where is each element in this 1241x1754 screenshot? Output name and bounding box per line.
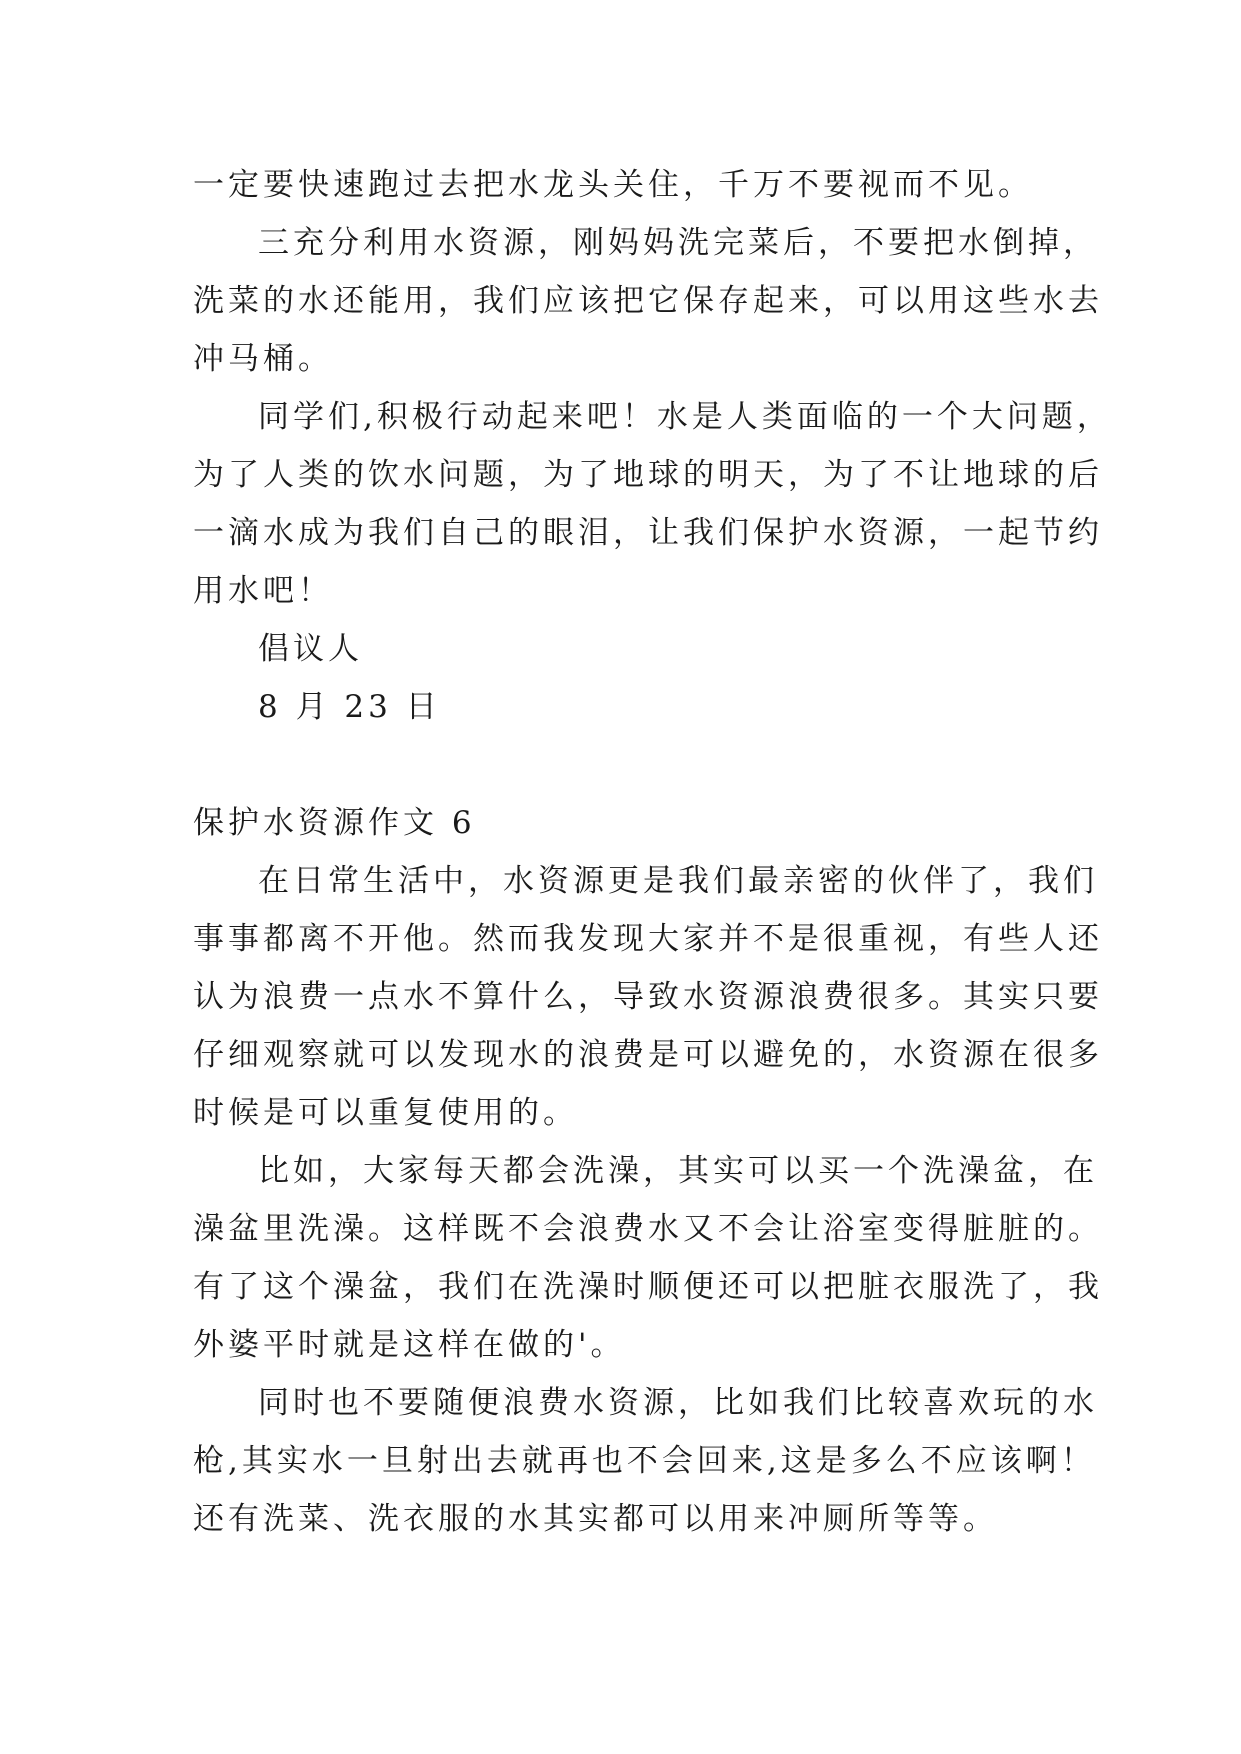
date: 8 月 23 日 [258,689,441,725]
document-page [193,156,1112,1548]
paragraph-line: 一定要快速跑过去把水龙头关住，千万不要视而不见。 [193,167,1033,203]
paragraph-line: 还有洗菜、洗衣服的水其实都可以用来冲厕所等等。 [193,1501,998,1537]
paragraph-line: 比如，大家每天都会洗澡，其实可以买一个洗澡盆，在 [258,1153,1098,1189]
paragraph-line: 洗菜的水还能用，我们应该把它保存起来，可以用这些水去 [193,283,1103,319]
spacer [193,736,1073,794]
paragraph-line: 澡盆里洗澡。这样既不会浪费水又不会让浴室变得脏脏的。 [193,1211,1103,1247]
paragraph-line: 同学们,积极行动起来吧！水是人类面临的一个大问题， [258,399,1112,435]
paragraph-line: 同时也不要随便浪费水资源，比如我们比较喜欢玩的水 [258,1385,1098,1421]
paragraph-line: 枪,其实水一旦射出去就再也不会回来,这是多么不应该啊！ [193,1443,1096,1479]
paragraph-line: 事事都离不开他。然而我发现大家并不是很重视，有些人还 [193,921,1103,957]
paragraph-line: 仔细观察就可以发现水的浪费是可以避免的，水资源在很多 [193,1037,1103,1073]
paragraph-line: 时候是可以重复使用的。 [193,1095,578,1131]
paragraph-line: 认为浪费一点水不算什么，导致水资源浪费很多。其实只要 [193,979,1103,1015]
paragraph-line: 外婆平时就是这样在做的'。 [193,1327,626,1363]
paragraph-line: 在日常生活中，水资源更是我们最亲密的伙伴了，我们 [258,863,1098,899]
signature: 倡议人 [258,631,363,667]
paragraph-line: 用水吧！ [193,573,333,609]
paragraph-line: 有了这个澡盆，我们在洗澡时顺便还可以把脏衣服洗了，我 [193,1269,1103,1305]
paragraph-line: 一滴水成为我们自己的眼泪，让我们保护水资源，一起节约 [193,515,1103,551]
paragraph-line: 三充分利用水资源，刚妈妈洗完菜后，不要把水倒掉， [258,225,1098,261]
section-title: 保护水资源作文 6 [193,805,476,841]
paragraph-line: 为了人类的饮水问题，为了地球的明天，为了不让地球的后 [193,457,1103,493]
paragraph-line: 冲马桶。 [193,341,333,377]
